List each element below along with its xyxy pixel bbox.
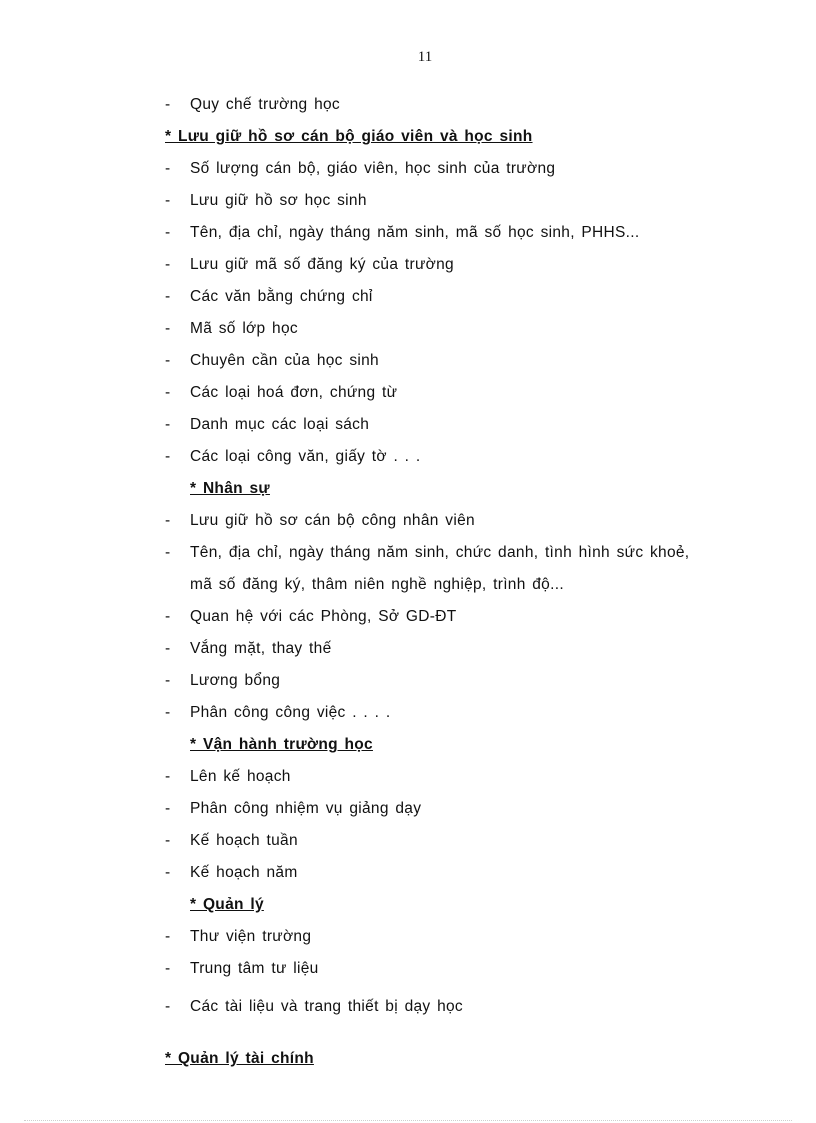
dash-bullet: - (165, 768, 171, 785)
dash-bullet: - (165, 960, 171, 977)
list-item (165, 668, 745, 700)
list-item (165, 220, 745, 252)
list-item (165, 540, 745, 572)
line-text: Danh mục các loại sách (190, 416, 370, 433)
list-item (165, 156, 745, 188)
dash-bullet: - (165, 320, 171, 337)
line-text: Các văn bằng chứng chỉ (190, 288, 373, 305)
line-text: Tên, địa chỉ, ngày tháng năm sinh, chức danh, tình hình sức khoẻ, (190, 544, 690, 561)
dash-bullet: - (165, 998, 171, 1015)
list-item (165, 956, 745, 988)
dash-bullet: - (165, 256, 171, 273)
dash-bullet: - (165, 832, 171, 849)
line-text: Vắng mặt, thay thế (190, 640, 332, 657)
section-heading (165, 476, 745, 508)
dash-bullet: - (165, 416, 171, 433)
line-text: Lên kế hoạch (190, 768, 291, 785)
dash-bullet: - (165, 544, 171, 561)
dash-bullet: - (165, 640, 171, 657)
line-text: Lưu giữ hồ sơ cán bộ công nhân viên (190, 512, 475, 529)
list-item (165, 988, 745, 1033)
continuation-line (165, 572, 745, 604)
list-item (165, 604, 745, 636)
list-item (165, 316, 745, 348)
list-item (165, 348, 745, 380)
line-text: Số lượng cán bộ, giáo viên, học sinh của trường (190, 160, 556, 177)
list-item (165, 796, 745, 828)
dash-bullet: - (165, 928, 171, 945)
dash-bullet: - (165, 800, 171, 817)
line-text: Chuyên cần của học sinh (190, 352, 379, 369)
list-item (165, 828, 745, 860)
list-item (165, 412, 745, 444)
dash-bullet: - (165, 672, 171, 689)
list-item (165, 188, 745, 220)
line-text: Lương bổng (190, 672, 281, 689)
line-text: mã số đăng ký, thâm niên nghề nghiệp, trình độ... (190, 576, 564, 593)
line-text: Các loại công văn, giấy tờ . . . (190, 448, 421, 465)
line-text: Lưu giữ hồ sơ học sinh (190, 192, 367, 209)
line-text: Quy chế trường học (190, 96, 340, 113)
list-item (165, 636, 745, 668)
list-item (165, 860, 745, 892)
line-text: Phân công công việc . . . . (190, 704, 391, 721)
page-number: 11 (417, 49, 433, 65)
list-item (165, 764, 745, 796)
heading-text: * Nhân sự (190, 480, 270, 497)
dash-bullet: - (165, 448, 171, 465)
page-bottom-rule (24, 1120, 792, 1121)
list-item (165, 508, 745, 540)
line-text: Phân công nhiệm vụ giảng dạy (190, 800, 422, 817)
heading-text: * Lưu giữ hồ sơ cán bộ giáo viên và học sinh (165, 128, 533, 145)
list-item (165, 92, 745, 124)
dash-bullet: - (165, 352, 171, 369)
heading-text: * Vận hành trường học (190, 736, 373, 753)
line-text: Quan hệ với các Phòng, Sở GD-ĐT (190, 608, 457, 625)
line-text: Thư viện trường (190, 928, 312, 945)
list-item (165, 700, 745, 732)
line-text: Trung tâm tư liệu (190, 960, 319, 977)
document-body (165, 92, 745, 1078)
dash-bullet: - (165, 96, 171, 113)
dash-bullet: - (165, 160, 171, 177)
heading-text: * Quản lý (190, 896, 264, 913)
list-item (165, 924, 745, 956)
list-item (165, 380, 745, 412)
section-heading (165, 124, 745, 156)
section-heading (165, 892, 745, 924)
dash-bullet: - (165, 192, 171, 209)
line-text: Các loại hoá đơn, chứng từ (190, 384, 398, 401)
dash-bullet: - (165, 512, 171, 529)
section-heading (165, 1033, 745, 1078)
line-text: Các tài liệu và trang thiết bị dạy học (190, 998, 463, 1015)
line-text: Lưu giữ mã số đăng ký của trường (190, 256, 454, 273)
heading-text: * Quản lý tài chính (165, 1050, 314, 1067)
dash-bullet: - (165, 864, 171, 881)
dash-bullet: - (165, 224, 171, 241)
line-text: Mã số lớp học (190, 320, 298, 337)
line-text: Tên, địa chỉ, ngày tháng năm sinh, mã số học sinh, PHHS... (190, 224, 640, 241)
list-item (165, 444, 745, 476)
list-item (165, 252, 745, 284)
list-item (165, 284, 745, 316)
section-heading (165, 732, 745, 764)
dash-bullet: - (165, 608, 171, 625)
dash-bullet: - (165, 704, 171, 721)
line-text: Kế hoạch năm (190, 864, 298, 881)
line-text: Kế hoạch tuần (190, 832, 298, 849)
dash-bullet: - (165, 288, 171, 305)
dash-bullet: - (165, 384, 171, 401)
